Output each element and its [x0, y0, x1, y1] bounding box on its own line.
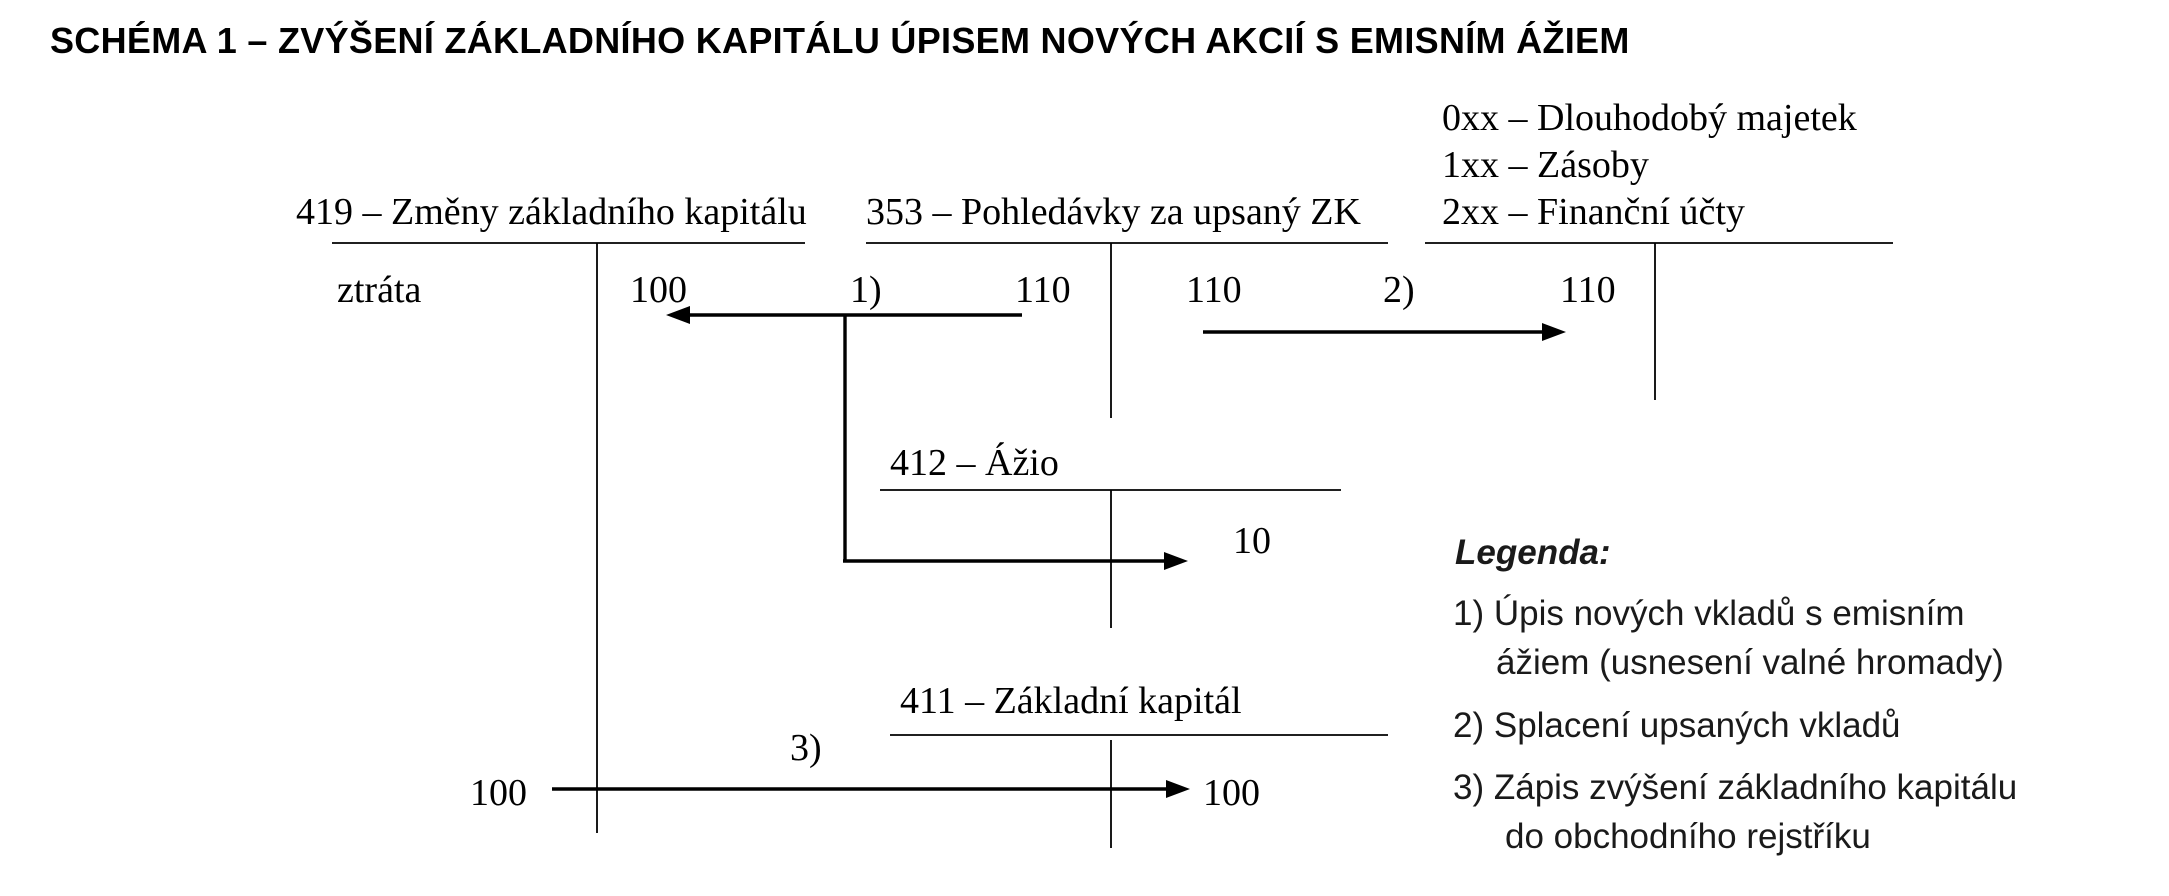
account-353-debit-value: 110: [1015, 269, 1071, 311]
arrow-1-branch-head: [1164, 552, 1188, 570]
account-1xx-line: 1xx – Zásoby: [1442, 144, 1649, 186]
arrow-2-head: [1542, 323, 1566, 341]
legend-item-3-line-2: do obchodního rejstříku: [1505, 817, 1871, 856]
account-412-title: 412 – Ážio: [890, 442, 1059, 484]
legend-heading: Legenda:: [1455, 533, 1611, 572]
account-353-title: 353 – Pohledávky za upsaný ZK: [866, 191, 1361, 233]
left-debit-value-100: 100: [470, 772, 527, 814]
account-353-credit-value: 110: [1186, 269, 1242, 311]
account-411-title: 411 – Základní kapitál: [900, 680, 1242, 722]
account-412-credit-value: 10: [1233, 520, 1271, 562]
account-419-credit-value: 100: [630, 269, 687, 311]
step-3-label: 3): [790, 727, 822, 769]
legend-item-1-line-1: 1) Úpis nových vkladů s emisním: [1453, 594, 1965, 633]
account-2xx-line: 2xx – Finanční účty: [1442, 191, 1745, 233]
legend-item-1-line-2: ážiem (usnesení valné hromady): [1496, 643, 2004, 682]
account-411-credit-value: 100: [1203, 772, 1260, 814]
schema-title: SCHÉMA 1 – ZVÝŠENÍ ZÁKLADNÍHO KAPITÁLU ÚPISEM NOVÝCH AKCIÍ S EMISNÍM ÁŽIEM: [50, 20, 1630, 61]
legend-item-2: 2) Splacení upsaných vkladů: [1453, 706, 1901, 745]
account-419-title: 419 – Změny základního kapitálu: [296, 191, 807, 233]
legend-item-3-line-1: 3) Zápis zvýšení základního kapitálu: [1453, 768, 2018, 807]
account-0xx-debit-value: 110: [1560, 269, 1616, 311]
account-0xx-line: 0xx – Dlouhodobý majetek: [1442, 97, 1857, 139]
account-419-left-note: ztráta: [337, 269, 422, 311]
step-1-label: 1): [850, 269, 882, 311]
step-2-label: 2): [1383, 269, 1415, 311]
arrow-3-head: [1166, 780, 1190, 798]
